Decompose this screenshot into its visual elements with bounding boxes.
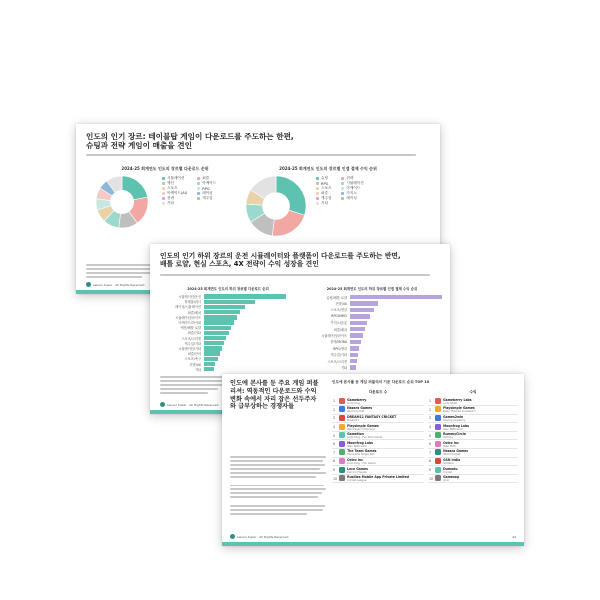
publisher-name: Nazara Games <box>443 449 469 454</box>
bar-label: 스포츠/크리켓 <box>181 336 201 341</box>
rank-cell: 3 <box>332 414 338 423</box>
rank-cell: 5 <box>428 431 434 440</box>
publisher-name: Dumadu <box>443 466 458 471</box>
top-app-name: World Cricket <box>347 410 365 414</box>
subtitle-lines <box>86 154 416 158</box>
legend-swatch <box>162 197 165 200</box>
app-icon <box>435 415 441 421</box>
app-icon <box>339 458 345 464</box>
bar <box>204 300 255 304</box>
bar <box>204 341 224 345</box>
bar-label: 전략/4X <box>335 302 347 307</box>
table-row <box>332 423 424 432</box>
rank-cell: 8 <box>332 457 338 466</box>
bar <box>204 326 231 330</box>
bar-label: 시뮬레이션/운전 <box>178 295 201 300</box>
top-app-name: World Cricket <box>443 453 461 457</box>
legend-swatch <box>162 187 165 190</box>
bar <box>350 321 367 325</box>
publisher-name: Moonfrog Labs <box>443 423 469 428</box>
app-icon <box>339 441 345 447</box>
bar-label: RPG/방치 <box>333 346 347 351</box>
page-title: 인도의 인기 하위 장르의 운전 시뮬레이터와 플랫폼이 다운로드를 주도하는 반면, 배틀 로얄, 현실 스포츠, 4X 전략이 수익 성장을 견인 <box>160 252 401 269</box>
app-icon <box>339 467 345 473</box>
top-app-name: Rummy <box>443 436 453 440</box>
legend-swatch <box>162 192 165 195</box>
rank-cell: 2 <box>332 406 338 415</box>
bar <box>204 367 214 371</box>
body-text-lines <box>230 456 326 517</box>
legend-swatch <box>316 187 319 190</box>
publisher-name: Gamezop <box>443 475 460 480</box>
publisher-name: The Team Games <box>347 449 377 454</box>
top-app-name: Carrom Friends <box>347 470 367 474</box>
top-app-name: Word Search Explorer <box>347 427 376 431</box>
legend-swatch <box>341 187 344 190</box>
bar-row <box>302 364 442 370</box>
table-row <box>332 431 424 440</box>
top-app-name: Ludo King <box>347 401 360 405</box>
legend-swatch <box>197 187 200 190</box>
left-legend <box>162 176 217 205</box>
bar-label: 아케이드/하이퍼 <box>178 321 201 326</box>
bar-label: 시뮬레이션/라이프 <box>321 334 347 339</box>
legend-label: 퍼즐 <box>202 176 210 180</box>
rank-cell: 9 <box>428 466 434 475</box>
bar <box>204 357 218 361</box>
table-row <box>332 397 424 406</box>
sensor-tower-logo-icon <box>86 282 91 287</box>
app-icon <box>435 449 441 455</box>
top-app-name: Cricket <box>443 470 453 474</box>
rank-cell: 8 <box>428 457 434 466</box>
legend-label: 레이싱 <box>346 196 357 200</box>
bar-label: 시뮬레이션/기타 <box>178 346 201 351</box>
downloads-table <box>332 390 424 483</box>
publisher-name: Octro Inc <box>347 457 363 462</box>
table-row <box>428 474 518 483</box>
right-bar-chart <box>302 294 442 371</box>
table-row <box>428 397 518 406</box>
legend-swatch <box>316 192 319 195</box>
top-app-name: Driving Academy <box>443 418 466 422</box>
legend-swatch <box>316 177 319 180</box>
rank-cell: 4 <box>428 423 434 432</box>
legend-swatch <box>197 197 200 200</box>
rank-cell: 6 <box>428 440 434 449</box>
legend-swatch <box>341 182 344 185</box>
bar <box>204 310 240 314</box>
publisher-name: Octro Inc <box>443 440 459 445</box>
right-chart-caption: 2024-25 회계연도 인도의 장르별 인앱 결제 수익 순위 <box>279 166 377 171</box>
bar <box>350 301 378 305</box>
bar-label: 스포츠/현실 <box>330 308 347 313</box>
publisher-name: Rusiliza Mobile App Private Limited <box>347 475 409 480</box>
table-row <box>428 457 518 466</box>
rank-cell: 7 <box>428 449 434 458</box>
subtitle-lines <box>160 274 430 278</box>
footer-text: sensor tower · All Rights Reserved <box>167 402 219 407</box>
table-row <box>428 431 518 440</box>
legend-swatch <box>341 197 344 200</box>
rank-cell: 10 <box>428 474 434 483</box>
rank-cell: 6 <box>332 440 338 449</box>
app-icon <box>435 467 441 473</box>
legend-swatch <box>316 202 319 205</box>
app-icon <box>339 398 345 404</box>
table-row <box>428 449 518 458</box>
legend-item <box>197 196 216 201</box>
legend-label: 스포츠 <box>167 186 178 190</box>
footer-text: sensor tower · All Rights Reserved <box>93 282 145 287</box>
report-page-publishers <box>222 374 524 546</box>
publisher-name: RummyCircle <box>443 432 466 437</box>
bar <box>350 359 357 363</box>
legend-label: 기타 <box>167 201 174 205</box>
right-chart-caption: 2024-25 회계연도 인도의 하위 장르별 인앱 결제 수익 순위 <box>326 287 418 291</box>
legend-label: 스포츠 <box>321 186 332 190</box>
legend-label: 시뮬레이션 <box>346 181 364 185</box>
left-donut-chart <box>94 174 150 230</box>
bar-label: RPG/MMO <box>331 314 347 319</box>
publisher-name: DREAM11 FANTASY CRICKET <box>347 414 397 419</box>
table-row <box>332 406 424 415</box>
bar <box>204 336 226 340</box>
legend-label: 전략 <box>167 196 174 200</box>
legend-swatch <box>316 197 319 200</box>
downloads-header: 다운로드 수 <box>368 390 388 394</box>
bar-label: 시뮬레이션/라이프 <box>175 315 201 320</box>
table-row <box>332 466 424 475</box>
app-icon <box>435 406 441 412</box>
bar-label: 퍼즐/매치 <box>333 327 347 332</box>
donut-slice <box>276 176 306 215</box>
donut-slice <box>122 176 148 200</box>
legend-swatch <box>197 192 200 195</box>
top-app-name: Teen Patti <box>443 444 456 448</box>
rank-cell: 3 <box>428 414 434 423</box>
bar <box>204 331 229 335</box>
bar-label: 퍼즐/기타 <box>187 331 201 336</box>
legend-swatch <box>316 182 319 185</box>
body-text-lines <box>160 376 228 396</box>
bar-label: 전략/MOBA <box>330 340 347 345</box>
bar <box>350 346 359 350</box>
legend-label: 전략 <box>346 176 354 180</box>
revenue-header: 수익 <box>469 390 477 394</box>
page-number: 44 <box>512 535 516 539</box>
bar <box>204 362 215 366</box>
bar <box>350 365 356 369</box>
top-app-name: Tile Game Single Dirt <box>347 453 375 457</box>
bar <box>204 320 234 324</box>
bar-label: 퍼즐/단어 <box>187 352 201 357</box>
legend-label: 캐주얼 <box>321 196 332 200</box>
legend-item <box>316 201 331 206</box>
bar <box>350 327 365 331</box>
body-text-lines <box>86 264 156 280</box>
bar-label: 기타 <box>340 365 347 370</box>
legend-label: 카지노 <box>346 191 357 195</box>
bar <box>204 305 245 309</box>
table-row <box>332 440 424 449</box>
top-app-name: Cricket League <box>347 479 367 483</box>
publisher-name: GSN India <box>443 457 461 462</box>
publisher-name: Nazara Games <box>347 406 373 411</box>
top-app-name: Dream11 <box>347 418 360 422</box>
app-icon <box>339 449 345 455</box>
bar <box>350 295 442 299</box>
top-app-name: Ludo King - Fun Dice Game <box>347 436 383 440</box>
publisher-name: Gametion <box>347 432 364 437</box>
legend-label: 아케이드 <box>346 186 361 190</box>
bar-label: 플랫폼/러너 <box>184 300 201 305</box>
app-icon <box>435 398 441 404</box>
right-legend <box>316 176 364 205</box>
rank-cell: 4 <box>332 423 338 432</box>
app-icon <box>435 458 441 464</box>
table-row <box>332 474 424 483</box>
legend-item <box>162 201 187 206</box>
left-bar-chart <box>156 294 286 372</box>
bar-label: 캐주얼/기타 <box>330 353 347 358</box>
top-app-name: Daily Themed Crossword <box>443 410 476 414</box>
bar <box>350 314 370 318</box>
legend-label: 아케이드(AI) <box>167 191 188 195</box>
table-row <box>428 440 518 449</box>
table-row <box>332 449 424 458</box>
legend-label: 시뮬레이션 <box>167 176 185 180</box>
page-title: 인도에 본사를 둔 주요 게임 퍼블리셔: 역동적인 다운로드와 수익 변화 속에서 자리 잡은 선두주자와 급부상하는 경쟁자들 <box>230 380 319 411</box>
bar <box>350 353 358 357</box>
bar-label: 캐주얼/기타 <box>184 341 201 346</box>
bar-row <box>156 367 286 372</box>
footer-logo <box>230 534 288 539</box>
legend-label: RPG <box>202 186 210 191</box>
right-donut-chart <box>244 174 308 238</box>
rank-cell: 2 <box>428 406 434 415</box>
rank-cell: 9 <box>332 466 338 475</box>
publisher-name: Loco Games <box>347 466 368 471</box>
legend-label: 아케이드 <box>202 181 217 185</box>
bar <box>350 308 374 312</box>
legend-swatch <box>162 182 165 185</box>
top-app-name: Solitaire <box>443 461 454 465</box>
legend-label: 퍼즐 <box>321 191 328 195</box>
top-app-name: Ludo STAR <box>443 401 457 405</box>
legend-swatch <box>197 182 200 185</box>
page-title: 인도의 인기 장르: 테이블탑 게임이 다운로드를 주도하는 한편, 슈팅과 전략 게임이 매출을 견인 <box>86 132 294 151</box>
publisher-name: Playsimple Games <box>443 406 475 411</box>
footer-text: sensor tower · All Rights Reserved <box>237 534 289 539</box>
table-row <box>428 414 518 423</box>
rank-cell: 7 <box>332 449 338 458</box>
footer-logo <box>160 402 218 407</box>
bar-label: 슈팅/배틀 로얄 <box>326 295 347 300</box>
app-icon <box>339 406 345 412</box>
left-chart-caption: 2024-25 회계연도 인도의 하위 장르별 다운로드 순위 <box>187 287 269 291</box>
legend-label: 레이싱 <box>202 191 213 195</box>
legend-swatch <box>197 177 200 180</box>
publisher-name: Moonfrog Labs <box>347 440 373 445</box>
legend-swatch <box>162 202 165 205</box>
bar-label: 스포츠/크리켓 <box>327 359 347 364</box>
rank-cell: 10 <box>332 474 338 483</box>
footer-logo <box>86 282 144 287</box>
bar <box>350 333 363 337</box>
top-app-name: Teen Patti Gold <box>347 444 367 448</box>
top-app-name: Ludo King - Fun Game <box>347 461 376 465</box>
bar <box>204 351 220 355</box>
bar <box>204 294 286 298</box>
app-icon <box>435 424 441 430</box>
table-row <box>428 423 518 432</box>
bar-label: 레이싱/시뮬레이션 <box>175 305 201 310</box>
sensor-tower-logo-icon <box>160 402 165 407</box>
rank-cell: 1 <box>428 397 434 406</box>
table-row <box>332 457 424 466</box>
legend-label: 기타 <box>321 201 328 205</box>
legend-label: 캐주얼 <box>202 196 213 200</box>
publisher-name: Gameberry <box>347 397 367 402</box>
publisher-name: Playsimple Games <box>347 423 379 428</box>
bar-label: 전략/4X <box>189 362 201 367</box>
table-row <box>428 466 518 475</box>
app-icon <box>435 475 441 481</box>
legend-swatch <box>162 177 165 180</box>
bar-label: 스포츠/축구 <box>184 357 201 362</box>
legend-item <box>341 196 363 201</box>
rank-cell: 5 <box>332 431 338 440</box>
donut-slice <box>272 210 304 236</box>
bar-label: 카지노/슬롯 <box>330 321 347 326</box>
legend-label: 슈팅 <box>321 176 328 180</box>
sensor-tower-logo-icon <box>230 534 235 539</box>
publisher-name: Games2win <box>443 414 464 419</box>
app-icon <box>339 415 345 421</box>
table-row <box>428 406 518 415</box>
legend-swatch <box>341 177 344 180</box>
top-app-name: Teen Patti Gold <box>443 427 463 431</box>
bar-label: 퍼즐/매치 <box>187 310 201 315</box>
publisher-name: Gameberry Labs <box>443 397 472 402</box>
app-icon <box>339 424 345 430</box>
app-icon <box>435 432 441 438</box>
table-caption: 인도에 본사를 둔 게임 퍼블리셔 기준 다운로드 순위 TOP 10 <box>332 380 430 384</box>
table-row <box>332 414 424 423</box>
legend-swatch <box>341 192 344 195</box>
legend-label: RPG <box>321 181 329 186</box>
bar-label: 액션/배틀 로얄 <box>180 326 201 331</box>
page-bottom-bar <box>222 542 524 546</box>
app-icon <box>339 432 345 438</box>
bar <box>204 346 222 350</box>
top-app-name: Quiz <box>443 479 449 483</box>
bar <box>350 340 361 344</box>
legend-label: 액션 <box>167 181 174 185</box>
rank-cell: 1 <box>332 397 338 406</box>
app-icon <box>339 475 345 481</box>
left-chart-caption: 2024-25 회계연도 인도의 장르별 다운로드 순위 <box>121 166 209 171</box>
app-icon <box>435 441 441 447</box>
bar <box>204 315 237 319</box>
revenue-table <box>428 390 518 483</box>
bar-label: 기타 <box>194 367 201 372</box>
